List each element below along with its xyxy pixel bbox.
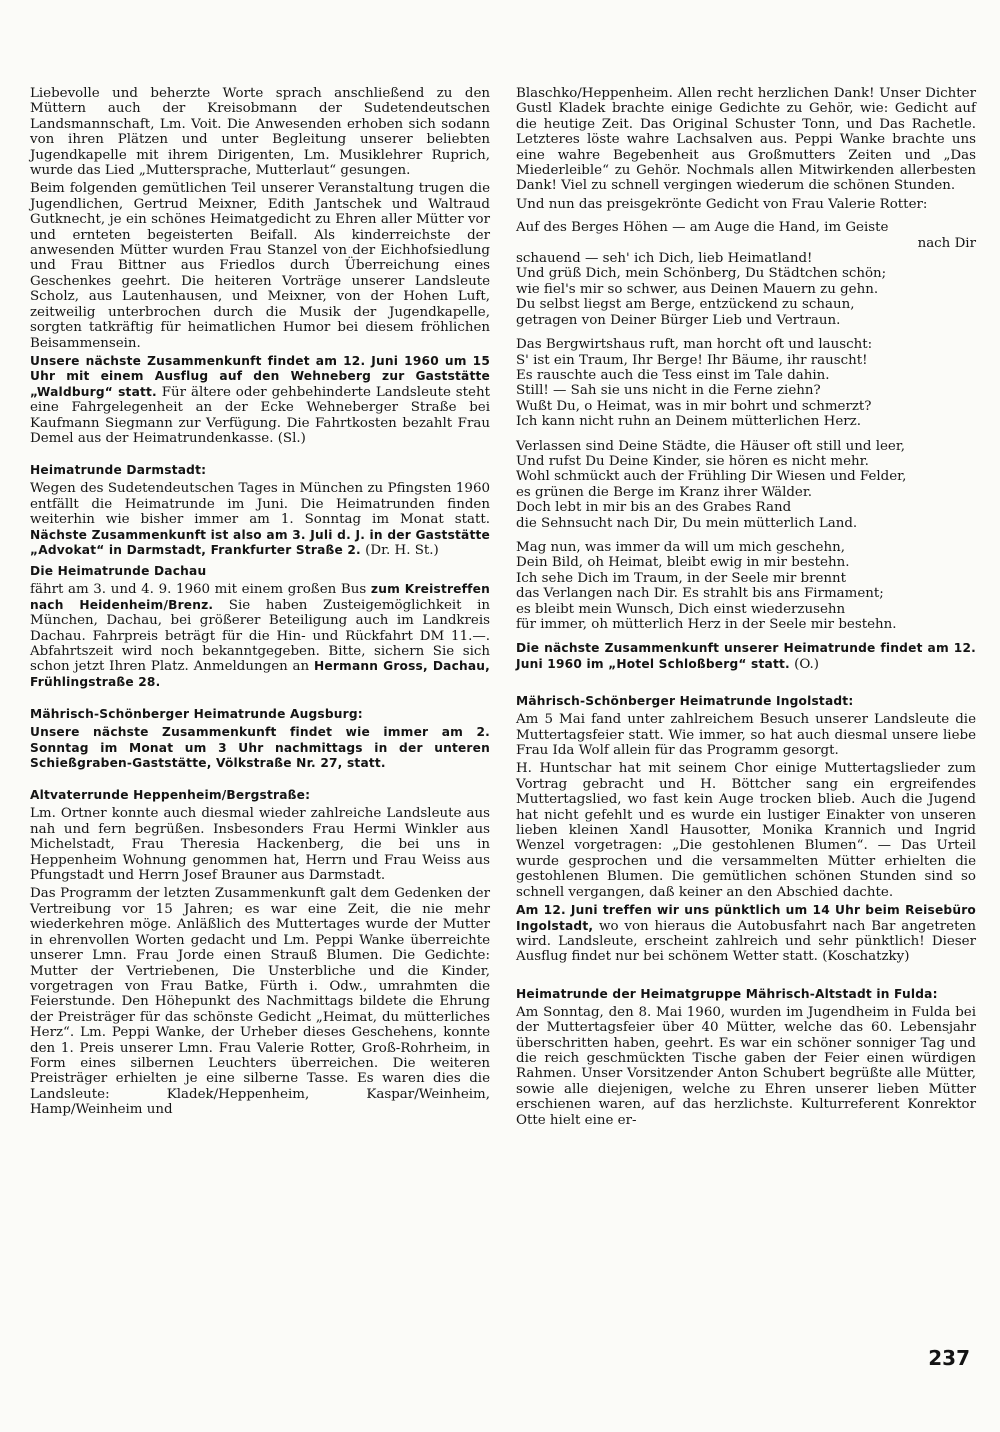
poem-line: Still! — Sah sie uns nicht in die Ferne ziehn?: [516, 383, 821, 399]
gemuetlicher-teil-paragraph: Beim folgenden gemütlichen Teil unserer Veranstaltung trugen die Jugendlichen, Gertrud Meixner, Edith Jantschek und Waltraud Gutknecht, je ein schönes Heimatgedicht zu Ehren aller Mütter vor und ernteten begeisterten Beifall. Als kinderreichste der anwesenden Mütter wurden Frau Stanzel von der Eichhofsiedlung und Frau Bittner aus Friedlos durch Überreichung eines Geschenkes geehrt. Die heiteren Vorträge unserer Landsleute Scholz, aus Lautenhausen, und Meixner, von der Hohen Luft, zeitweilig unterbrochen durch die Musik der Jugendkapelle, sorgten tatkräftig für heimatlichen Humor bei diesem fröhlichen Beisammensein.: [30, 181, 490, 351]
poem-line: das Verlangen nach Dir. Es strahlt bis ans Firmament;: [516, 586, 884, 602]
heading-augsburg: Mährisch-Schönberger Heimatrunde Augsburg:: [30, 707, 363, 722]
darmstadt-signature: (Dr. H. St.): [360, 542, 439, 558]
heading-fulda: Heimatrunde der Heimatgruppe Mährisch-Altstadt in Fulda:: [516, 986, 938, 1001]
poem-line: S' ist ein Traum, Ihr Berge! Ihr Bäume, ihr rauscht!: [516, 352, 868, 368]
ingolstadt-rest: wo von hieraus die Autobusfahrt nach Bar angetreten wird. Landsleute, erscheint zahlreich und sehr pünktlich! Dieser Ausflug findet nur bei schönem Wetter statt. (Koschatzky): [516, 918, 976, 965]
heppenheim-paragraph-2: Das Programm der letzten Zusammenkunft galt dem Gedenken der Vertreibung vor 15 Jahren; es war eine Zeit, die nie mehr wiederkehren möge. Anläßlich des Muttertages wurde der Mutter in ehrenvollen Worten gedacht und Lm. Peppi Wanke überreichte unserer Lmn. Frau Jorde einen Strauß Blumen. Die Gedichte: Mutter der Vertriebenen, Die Unsterbliche und die Kinder, vorgetragen von Frau Batke, Fürth i. Odw., umrahmten die Feierstunde. Den Höhepunkt des Nachmittags bildete die Ehrung der Preisträger für das schönste Gedicht „Heimat, du mütterliches Herz“. Lm. Peppi Wanke, der Urheber dieses Geschehens, konnte den 1. Preis unserer Lmn. Frau Valerie Rotter, Groß-Rohrheim, in Form eines silbernen Leuchters überreichen. Die weiteren Preisträger erhielten je eine silberne Tasse. Es waren dies die Landsleute: Kladek/Heppenheim, Kaspar/Weinheim, Hamp/Weinheim und: [30, 886, 490, 1118]
poem-line: Ich sehe Dich im Traum, in der Seele mir brennt: [516, 570, 847, 586]
poem-intro: Und nun das preisgekrönte Gedicht von Frau Valerie Rotter:: [516, 196, 928, 212]
dachau-text-c: Sie haben Zusteigemöglichkeit in München, Dachau, bei größerer Beteiligung auch im Landkreis Dachau. Fahrpreis beträgt für die Hin- und Rückfahrt DM 11.—. Abfahrtszeit wird noch bekanntgegeben. Bitte, sichern Sie sich schon jetzt Ihren Platz. Anmeldungen an: [30, 597, 490, 675]
naechste-zusammenkunft-bold: Unsere nächste Zusammenkunft findet am 12. Juni 1960 um 15 Uhr mit einem Ausflug auf den Wehneberg zur Gaststätte „Waldburg“ statt.: [30, 353, 490, 399]
poem-line: Ich kann nicht ruhn an Deinem mütterlichen Herz.: [516, 414, 861, 430]
darmstadt-text: Wegen des Sudetendeutschen Tages in München zu Pfingsten 1960 entfällt die Heimatrunde im Juni. Die Heimatrunden finden weiterhin wie bisher immer am 1. Sonntag im Monat statt.: [30, 481, 490, 528]
poem-line: wie fiel's mir so schwer, aus Deinen Mauern zu gehn.: [516, 281, 879, 297]
poem-line: nach Dir: [917, 235, 976, 251]
poem-line: Auf des Berges Höhen — am Auge die Hand, im Geiste: [516, 220, 889, 236]
poem-line: Doch lebt in mir bis an des Grabes Rand: [516, 500, 792, 516]
augsburg-paragraph: Unsere nächste Zusammenkunft findet wie immer am 2. Sonntag im Monat um 3 Uhr nachmittags in der unteren Schießgraben-Gaststätte, Völkstraße Nr. 27, statt.: [30, 725, 490, 771]
naechste-zusammenkunft-rest: Für ältere oder gehbehinderte Landsleute steht eine Fahrgelegenheit an der Ecke Wehneberger Straße bei Kaufmann Siegmann zur Verfügung. Die Fahrtkosten bezahlt Frau Demel aus der Heimatrundenkasse. (Sl.): [30, 384, 490, 446]
page-number: 237: [928, 1346, 970, 1370]
left-column: [30, 86, 490, 1121]
fulda-paragraph: Am Sonntag, den 8. Mai 1960, wurden im Jugendheim in Fulda bei der Muttertagsfeier über 40 Mütter, welche das 60. Lebensjahr überschritten haben, geehrt. Es war ein schöner sonniger Tag und die reich geschmückten Tische gaben der Feier einen würdigen Rahmen. Unser Vorsitzender Anton Schubert begrüßte alle Mütter, sowie alle diejenigen, welche zu Ehren unserer lieben Mütter erschienen waren, auf das herzlichste. Kulturreferent Konrektor Otte hielt eine er-: [516, 1004, 976, 1128]
heading-dachau: Die Heimatrunde Dachau: [30, 564, 207, 579]
poem-line: schauend — seh' ich Dich, lieb Heimatland!: [516, 251, 813, 267]
poem-line: getragen von Deiner Bürger Lieb und Vertraun.: [516, 312, 841, 328]
poem-line: die Sehnsucht nach Dir, Du mein mütterlich Land.: [516, 515, 858, 531]
poem-line: Das Bergwirtshaus ruft, man horcht oft und lauscht:: [516, 337, 873, 353]
poem-line: Und grüß Dich, mein Schönberg, Du Städtchen schön;: [516, 266, 887, 282]
dachau-text-a: fährt am 3. und 4. 9. 1960 mit einem großen Bus: [30, 582, 371, 598]
heppenheim-paragraph-1: Lm. Ortner konnte auch diesmal wieder zahlreiche Landsleute aus nah und fern begrüßen. Insbesonders Frau Hermi Winkler aus Michelstadt, Frau Theresia Hackenberg, die bei uns in Heppenheim Wohnung genommen hat, Herrn und Frau Weiss aus Pfungstadt und Herrn Josef Brauner aus Darmstadt.: [30, 806, 490, 884]
heppenheim-signature: (O.): [789, 656, 820, 672]
darmstadt-paragraph: [30, 481, 490, 558]
ingolstadt-paragraph-3: [516, 903, 976, 965]
heppenheim-next-meeting-bold: Die nächste Zusammenkunft unserer Heimatrunde findet am 12. Juni 1960 im „Hotel Schloßberg“ statt.: [516, 641, 976, 671]
blaschko-paragraph: Blaschko/Heppenheim. Allen recht herzlichen Dank! Unser Dichter Gustl Kladek brachte einige Gedichte zu Gehör, wie: Gedicht auf die heutige Zeit. Das Original Schuster Tonn, und Das Rachetle. Letzteres löste wahre Lachsalven aus. Peppi Wanke brachte uns eine wahre Begebenheit aus Großmutters Zeiten und „Das Miederleible“ zu Gehör. Nochmals allen Mitwirkenden allerbesten Dank! Viel zu schnell vergingen wiederum die schönen Stunden.: [516, 86, 976, 194]
heading-darmstadt: Heimatrunde Darmstadt:: [30, 463, 207, 478]
poem-line: es grünen die Berge im Kranz ihrer Wälder.: [516, 484, 813, 500]
darmstadt-bold: Nächste Zusammenkunft ist also am 3. Juli d. J. in der Gaststätte „Advokat“ in Darmstadt, Frankfurter Straße 2.: [30, 527, 490, 557]
heading-ingolstadt: Mährisch-Schönberger Heimatrunde Ingolstadt:: [516, 694, 854, 709]
poem-line: für immer, oh mütterlich Herz in der Seele mir bestehn.: [516, 617, 897, 632]
poem-line: Wußt Du, o Heimat, was in mir bohrt und schmerzt?: [516, 398, 872, 414]
dachau-bold-b: zum Kreistreffen nach Heidenheim/Brenz.: [30, 582, 490, 612]
ingolstadt-paragraph-2: H. Huntschar hat mit seinem Chor einige Muttertagslieder zum Vortrag gebracht und H. Böttcher sang ein ergreifendes Muttertagslied, wo fast kein Auge trocken blieb. Auch die Jugend hat nicht gefehlt und es wurde ein lustiger Einakter von unseren lieben kleinen Xandl Hausotter, Monika Krannich und Ingrid Wenzel vorgetragen: „Die gestohlenen Blumen“. — Das Urteil wurde gesprochen und die versammelten Mütter erhielten die gestohlenen Blumen. Die gemütlichen schönen Stunden sind so schnell vergangen, daß keiner an den Abschied dachte.: [516, 761, 976, 900]
heppenheim-next-meeting: [516, 641, 976, 672]
ingolstadt-bold: Am 12. Juni treffen wir uns pünktlich um 14 Uhr beim Reisebüro Ingolstadt,: [516, 903, 976, 933]
dachau-bold-d: Hermann Gross, Dachau, Frühlingstraße 28.: [30, 659, 490, 689]
poem-line: Wohl schmückt auch der Frühling Dir Wiesen und Felder,: [516, 469, 907, 485]
poem-stanza-3: [516, 439, 976, 531]
poem-line: Mag nun, was immer da will um mich geschehn,: [516, 539, 845, 555]
poem-stanza-1: [516, 220, 976, 328]
poem-line: Verlassen sind Deine Städte, die Häuser oft still und leer,: [516, 438, 906, 454]
heading-heppenheim: Altvaterrunde Heppenheim/Bergstraße:: [30, 788, 311, 803]
dachau-paragraph: [30, 582, 490, 690]
poem-stanza-4: [516, 540, 976, 632]
poem-line: es bleibt mein Wunsch, Dich einst wiederzusehn: [516, 601, 846, 617]
poem-stanza-2: [516, 337, 976, 429]
ingolstadt-paragraph-1: Am 5 Mai fand unter zahlreichem Besuch unserer Landsleute die Muttertagsfeier statt. Wie immer, so hat auch diesmal unsere liebe Frau Ida Wolf allein für das Programm gesorgt.: [516, 712, 976, 759]
poem-line: Es rauschte auch die Tess einst im Tale dahin.: [516, 367, 830, 383]
poem-line: Dein Bild, oh Heimat, bleibt ewig in mir bestehn.: [516, 555, 850, 571]
poem-line: Und rufst Du Deine Kinder, sie hören es nicht mehr.: [516, 453, 869, 469]
kreisobmann-paragraph: Liebevolle und beherzte Worte sprach anschließend zu den Müttern auch der Kreisobmann der Sudetendeutschen Landsmannschaft, Lm. Voit. Die Anwesenden erhoben sich sodann von ihren Plätzen und unter Begleitung unserer beliebten Jugendkapelle mit ihrem Dirigenten, Lm. Musiklehrer Ruprich, wurde das Lied „Muttersprache, Mutterlaut“ gesungen.: [30, 86, 490, 179]
poem-line: Du selbst liegst am Berge, entzückend zu schaun,: [516, 297, 855, 313]
right-column: [516, 86, 976, 1131]
naechste-zusammenkunft-paragraph: [30, 354, 490, 446]
